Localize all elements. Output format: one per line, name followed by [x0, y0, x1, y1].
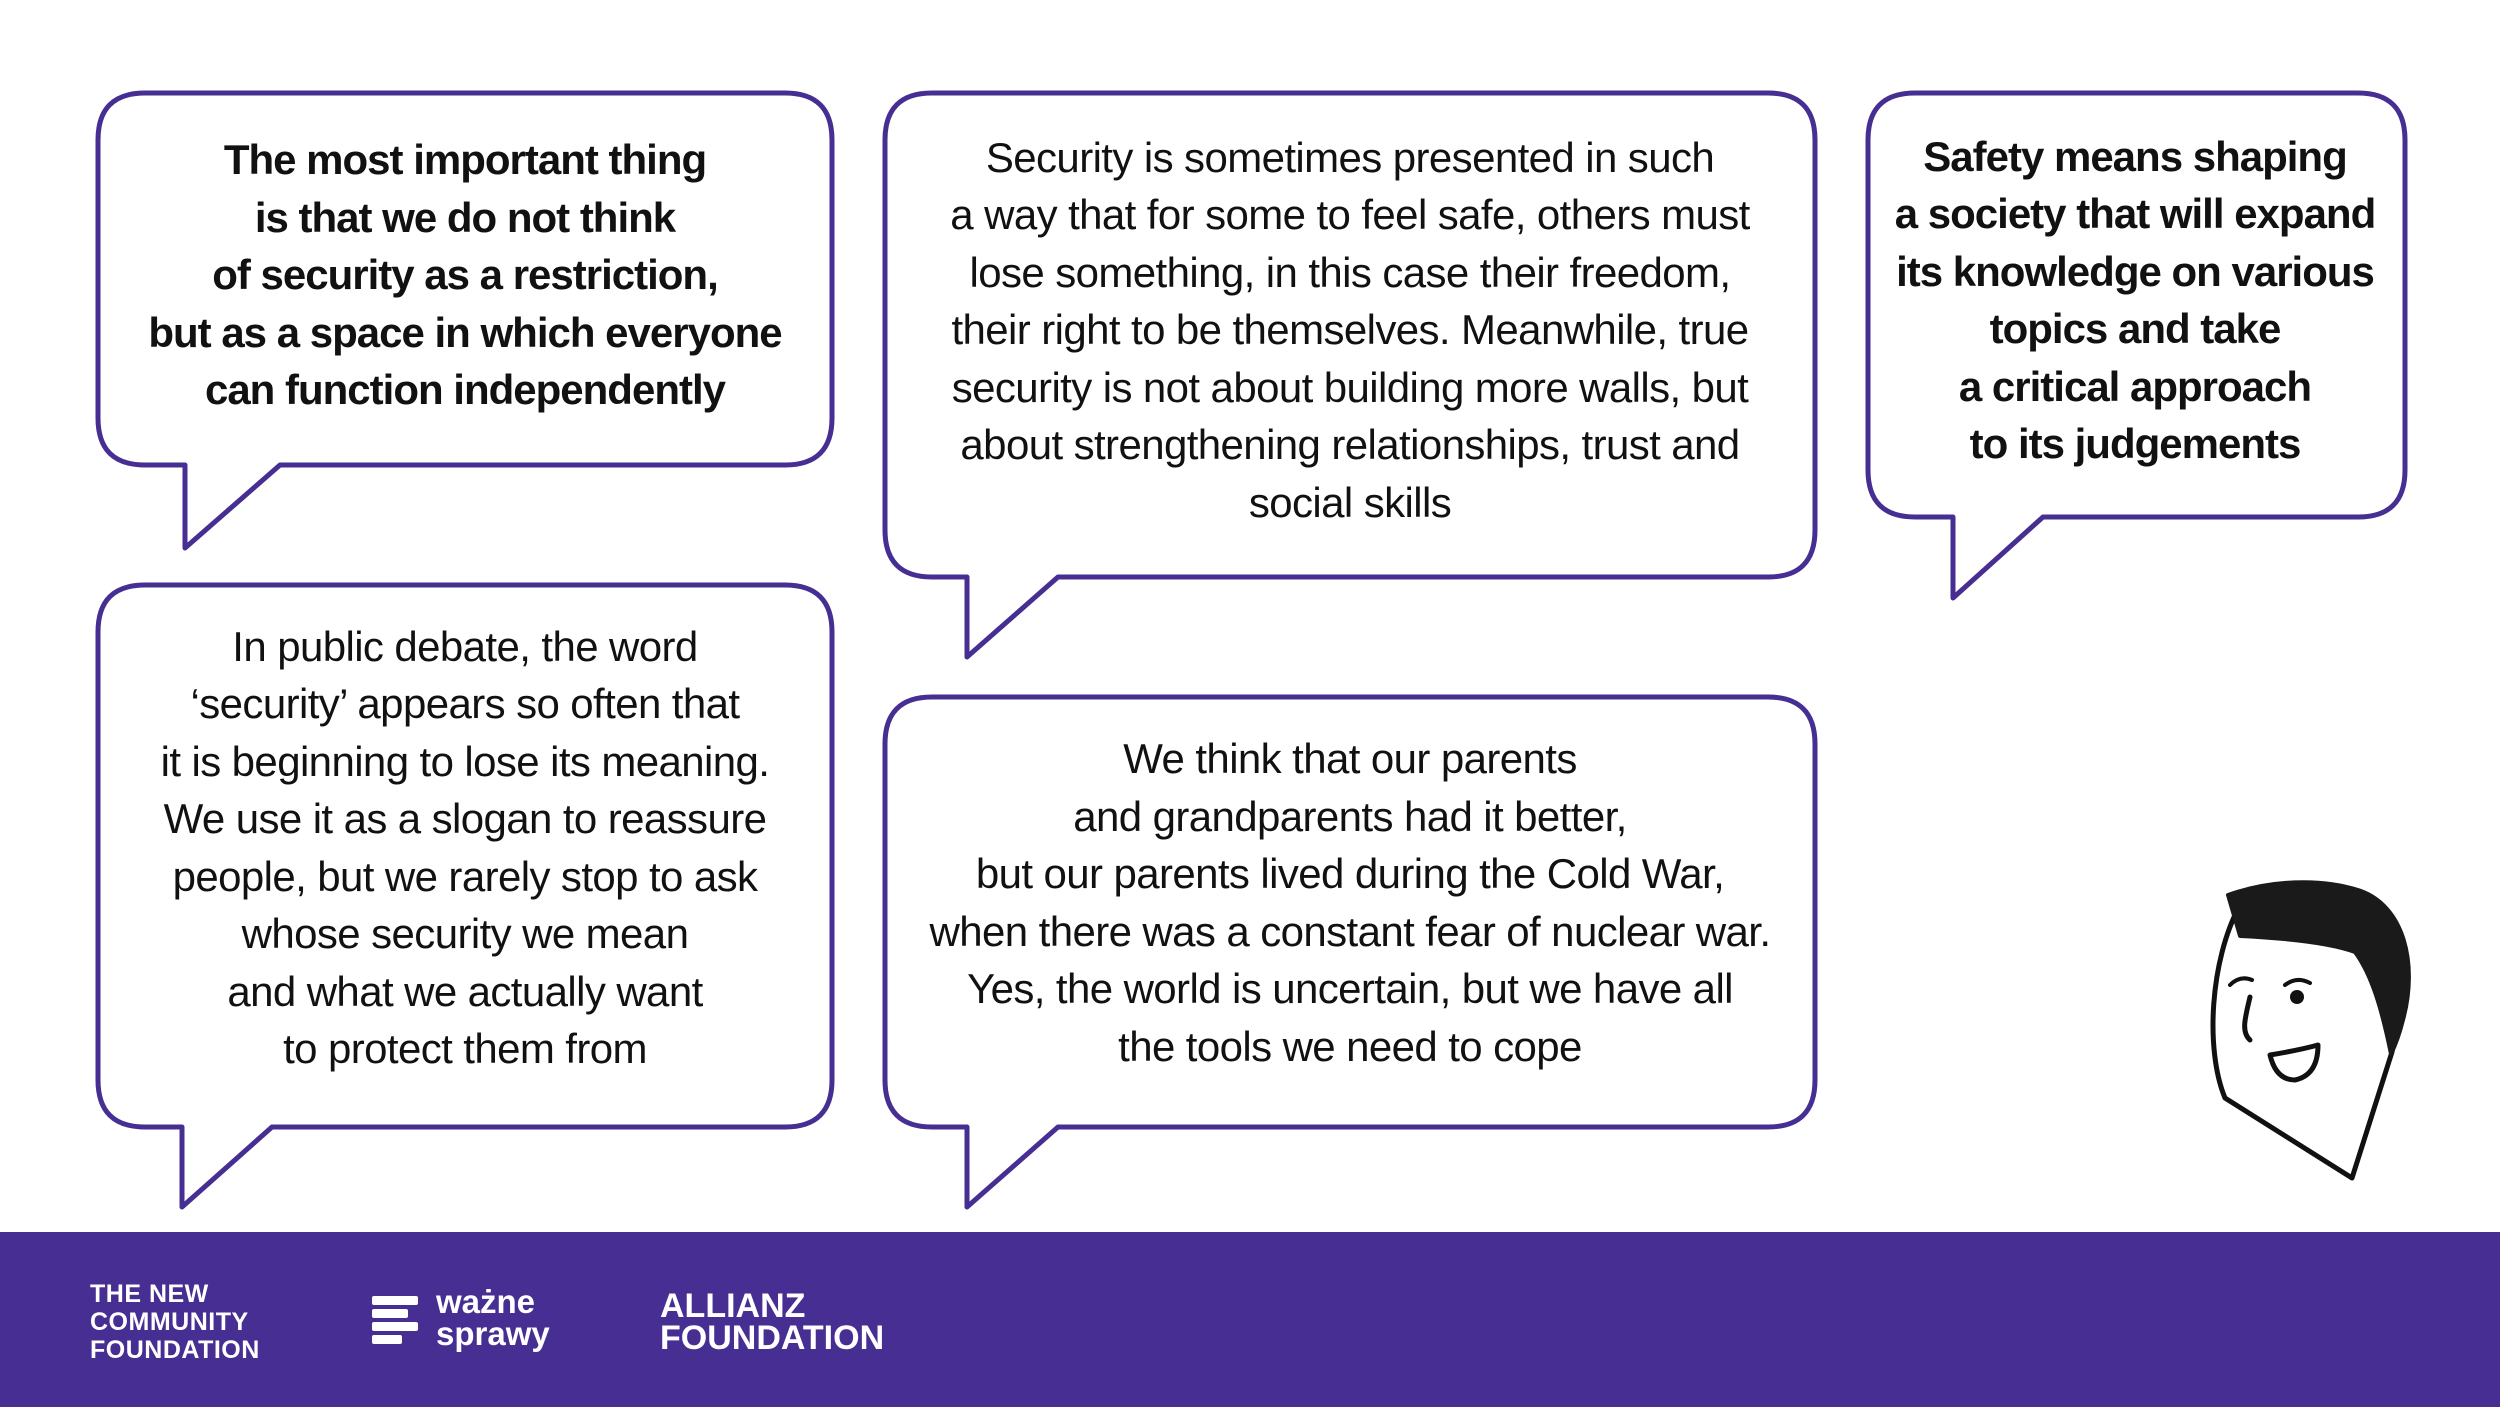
wazne-sprawy-wordmark: ważne sprawy	[436, 1283, 550, 1352]
quote-text-1: The most important thing is that we do not think of security as a restriction, but as a space in which everyone can function independently	[148, 136, 782, 414]
quote-text-3: Safety means shaping a society that will expand its knowledge on various topics and take a critical approach to its judgements	[1894, 132, 2376, 467]
quote-text-5: We think that our parents and grandparents had it better, but our parents lived during the Cold War, when there was a constant fear of nuclear war. Yes, the world is uncertain, but we have all the tools we need to cope	[929, 735, 1771, 1070]
quote-text-2: Security is sometimes presented in such a way that for some to feel safe, others must lose something, in this case their freedom, their right to be themselves. Meanwhile, true security is not about building more walls, but about strengthening relationships, trust and social skills	[950, 133, 1750, 526]
wazne-sprawy-logo	[372, 1283, 562, 1352]
smiling-face-illustration	[2213, 882, 2409, 1178]
new-community-foundation-logo: THE NEW COMMUNITY FOUNDATION	[90, 1280, 260, 1364]
wazne-sprawy-bars-icon	[372, 1296, 422, 1344]
allianz-foundation-logo: ALLIANZ FOUNDATION	[660, 1287, 885, 1357]
footer-bar	[0, 1232, 2500, 1407]
quote-text-4: In public debate, the word ‘security’ appears so often that it is beginning to lose its meaning. We use it as a slogan to reassure people, but we rarely stop to ask whose security we mean and what we actually want to protect them from	[160, 622, 770, 1072]
